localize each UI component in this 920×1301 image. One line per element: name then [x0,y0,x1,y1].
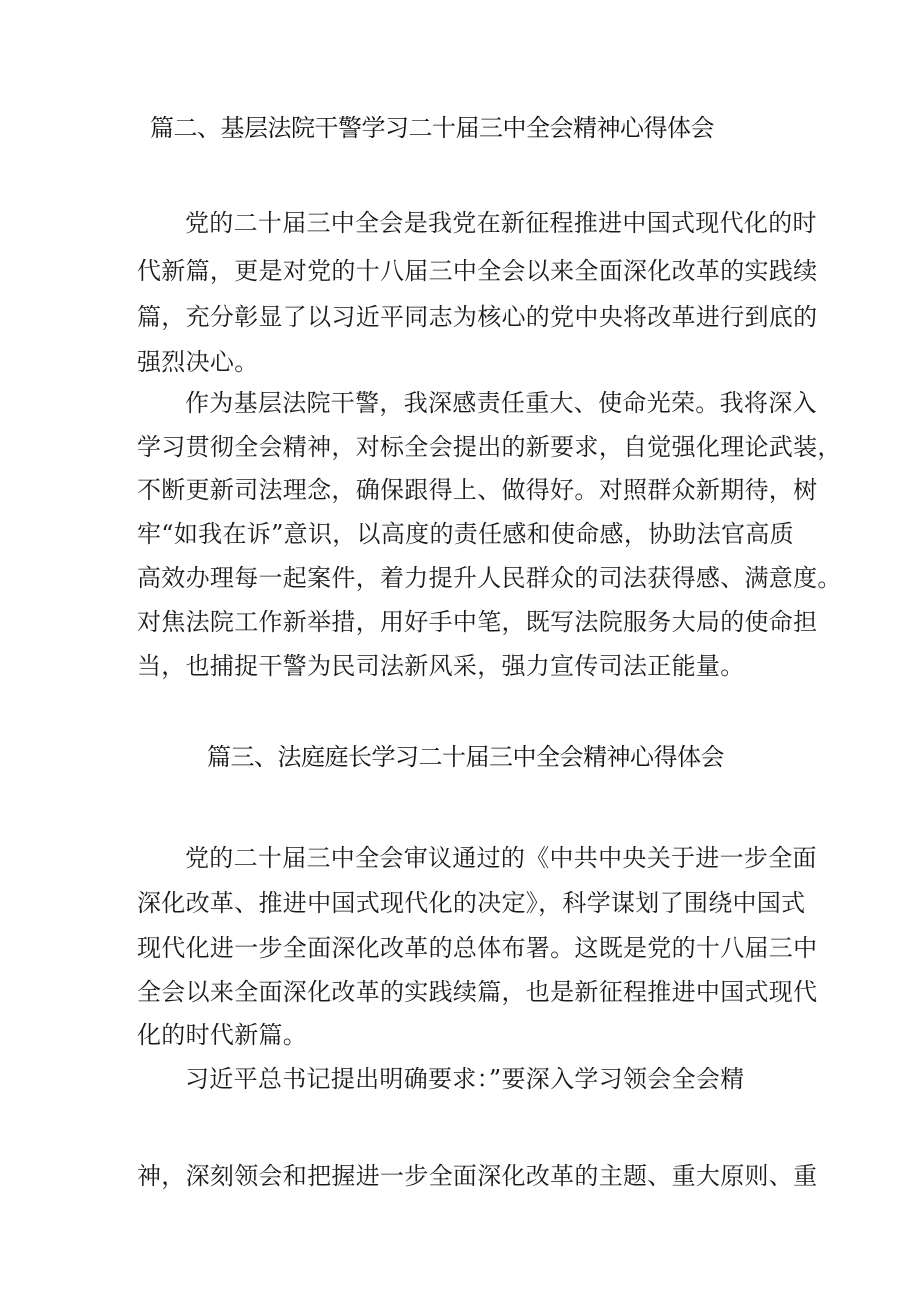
section-3-para-1-line-5: 化的时代新篇。 [137,1021,308,1049]
section-2-para-1-line-2: 代新篇，更是对党的十八届三中全会以来全面深化改革的实践续 [137,257,818,285]
section-3-para-1-line-2: 深化改革、推进中国式现代化的决定》，科学谋划了围绕中国式 [137,889,806,917]
section-3-para-1-line-1: 党的二十届三中全会审议通过的《中共中央关于进一步全面 [185,844,817,872]
section-2-title: 篇二、基层法院干警学习二十届三中全会精神心得体会 [150,114,714,142]
section-3-para-1-line-4: 全会以来全面深化改革的实践续篇，也是新征程推进中国式现代 [137,978,818,1006]
section-2-para-1-line-1: 党的二十届三中全会是我党在新征程推进中国式现代化的时 [185,209,817,237]
section-2-para-2-line-7: 当，也捕捉干警为民司法新风采，强力宣传司法正能量。 [137,652,745,680]
section-3-title: 篇三、法庭庭长学习二十届三中全会精神心得体会 [207,743,724,771]
section-3-para-1-line-3: 现代化进一步全面深化改革的总体布署。这既是党的十八届三中 [137,934,818,962]
section-2-para-2-line-4: 牢“如我在诉”意识，以高度的责任感和使命感，协助法官高质 [137,520,794,548]
section-2-para-2-line-2: 学习贯彻全会精神，对标全会提出的新要求，自觉强化理论武装， [137,433,842,461]
section-2-para-2-line-3: 不断更新司法理念，确保跟得上、做得好。对照群众新期待，树 [137,476,818,504]
section-3-para-2-line-1: 习近平总书记提出明确要求：”要深入学习领会全会精 [185,1065,745,1093]
section-2-para-1-line-4: 强烈决心。 [137,348,259,376]
section-3-para-3-line-1: 神，深刻领会和把握进一步全面深化改革的主题、重大原则、重 [137,1162,818,1190]
section-2-para-1-line-3: 篇，充分彰显了以习近平同志为核心的党中央将改革进行到底的 [137,303,818,331]
section-2-para-2-line-6: 对焦法院工作新举措，用好手中笔，既写法院服务大局的使命担 [137,608,818,636]
section-2-para-2-line-1: 作为基层法院干警，我深感责任重大、使命光荣。我将深入 [185,389,817,417]
section-2-para-2-line-5: 高效办理每一起案件，着力提升人民群众的司法获得感、满意度。 [137,564,842,592]
